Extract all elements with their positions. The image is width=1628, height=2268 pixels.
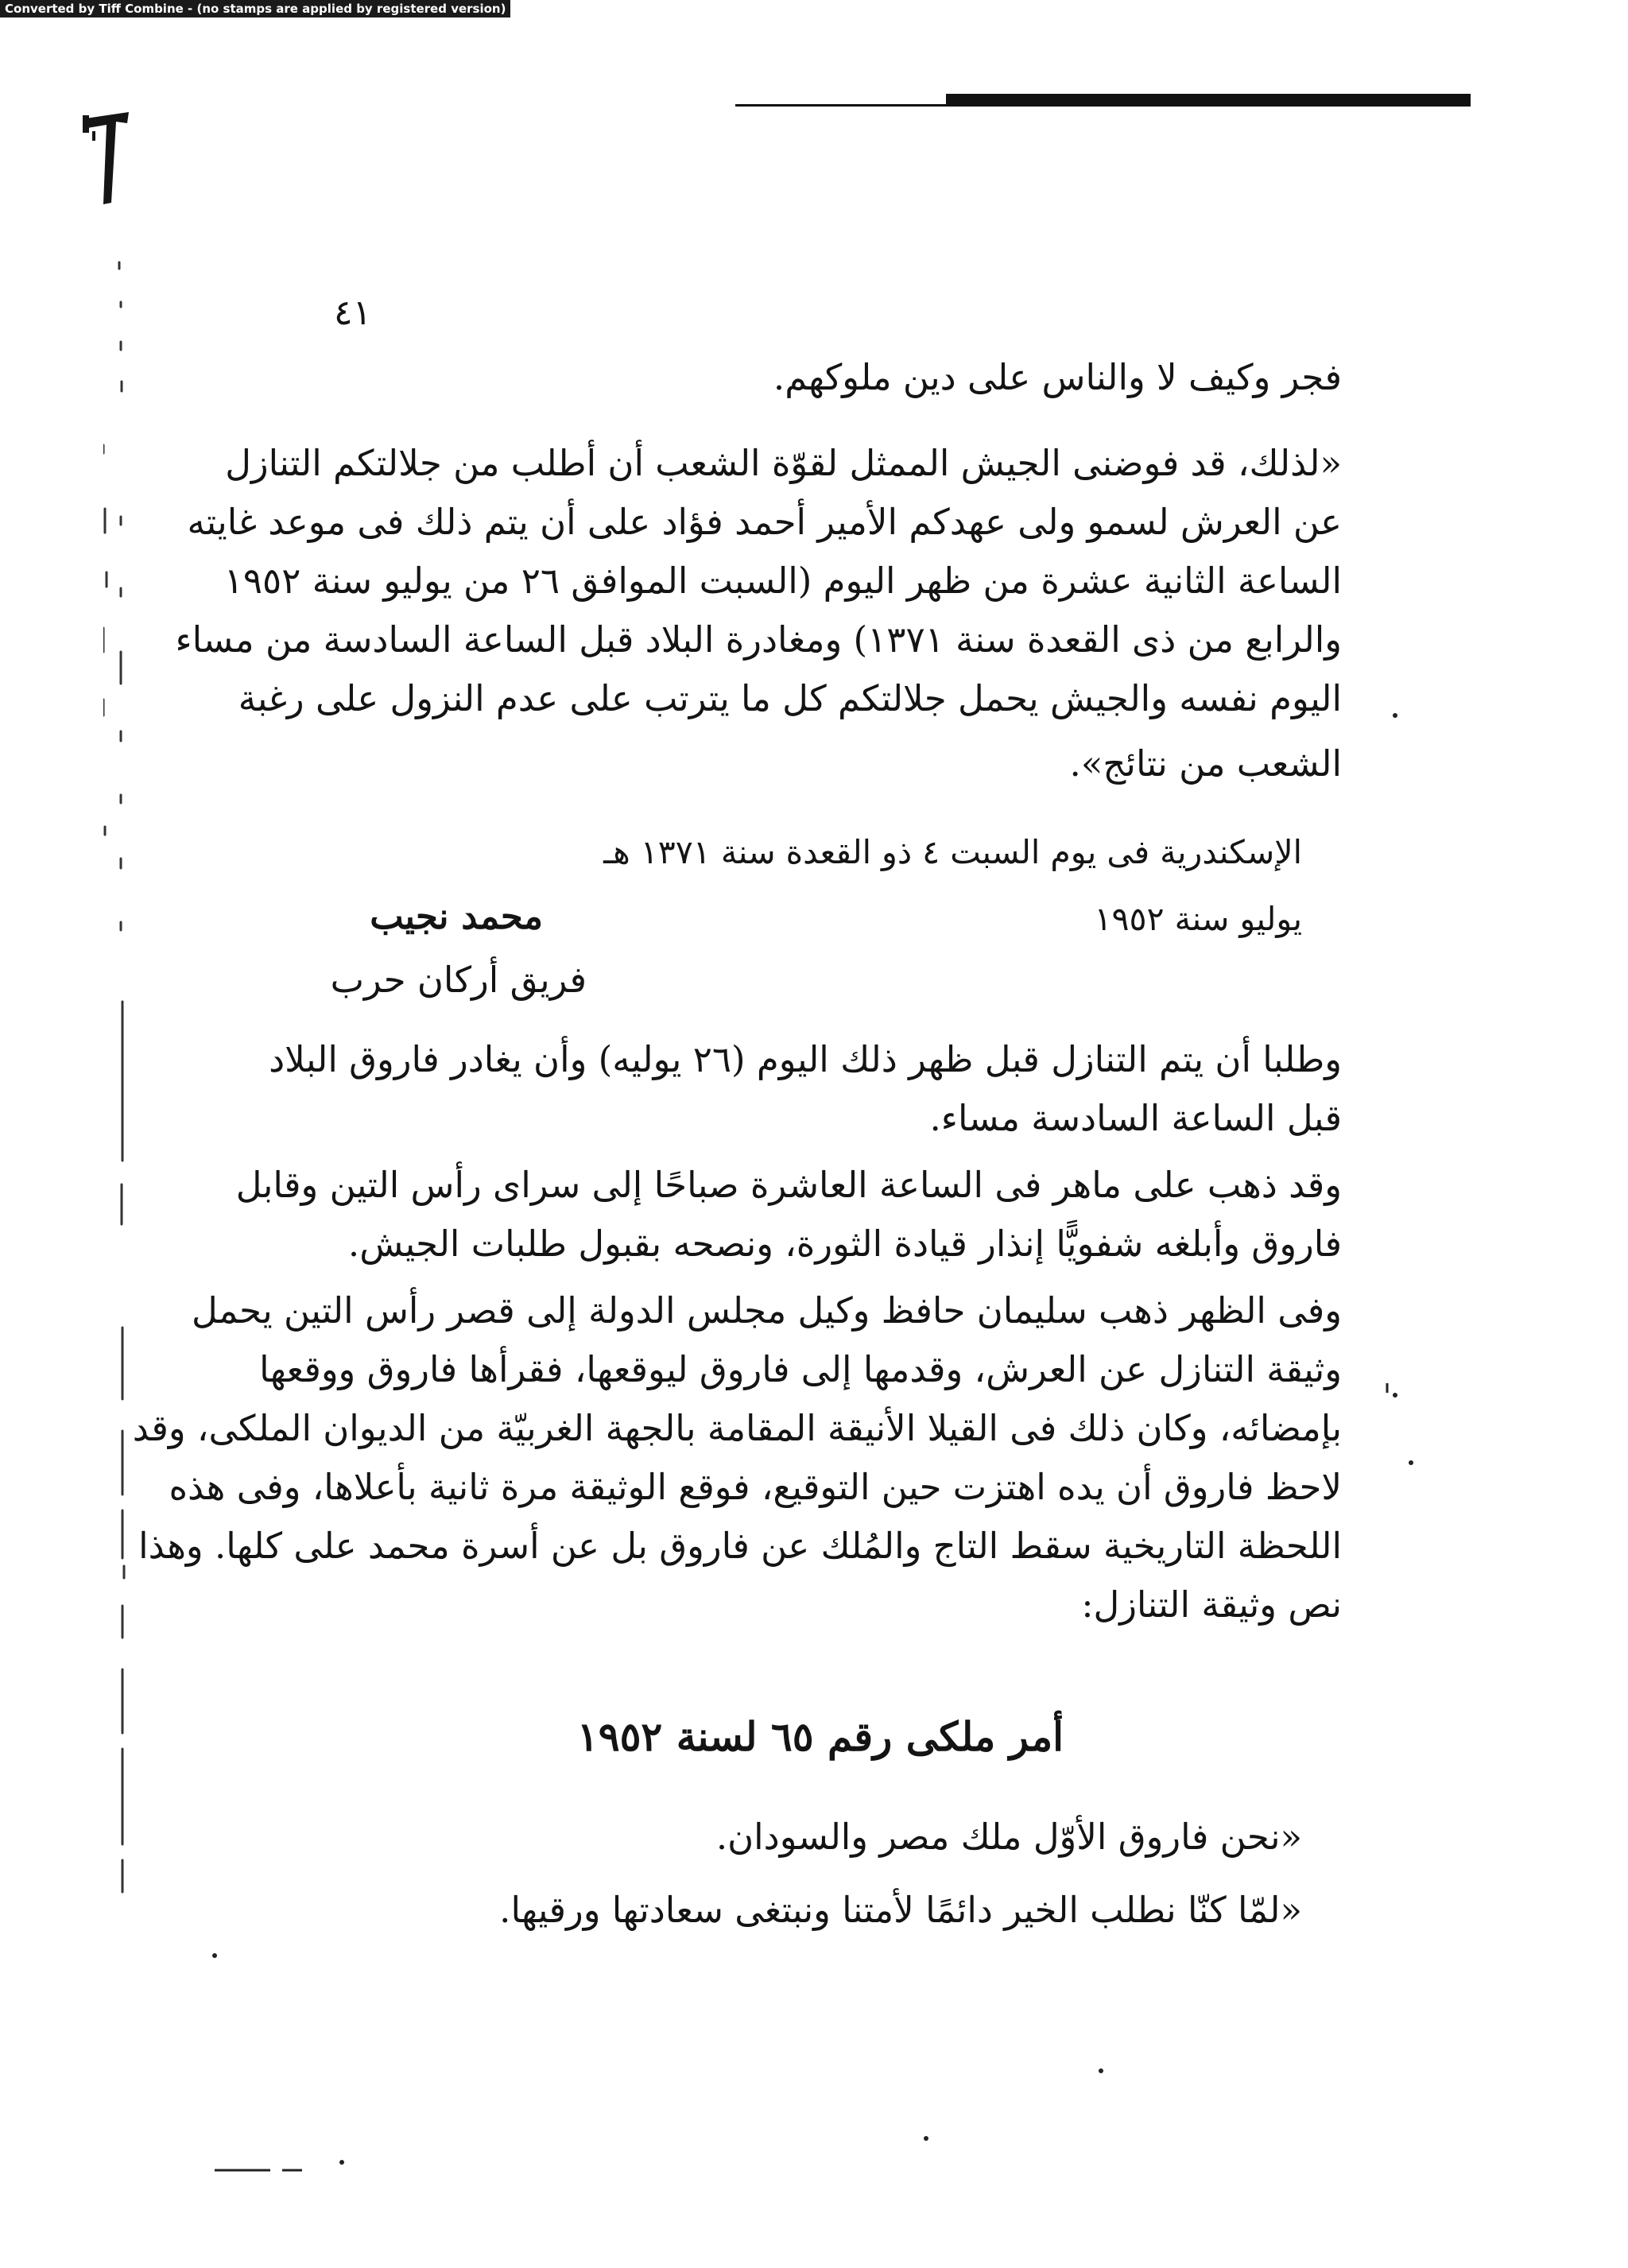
dateline-hijri: الإسكندرية فى يوم السبت ٤ ذو القعدة سنة ١٣٧١ هـ xyxy=(603,833,1302,871)
dateline-gregorian: يوليو سنة ١٩٥٢ xyxy=(1094,900,1302,938)
paragraph-line: لاحظ فاروق أن يده اهتزت حين التوقيع، فوقع الوثيقة مرة ثانية بأعلاها، وفى هذه xyxy=(169,1466,1342,1508)
ultimatum-line: عن العرش لسمو ولى عهدكم الأمير أحمد فؤاد على أن يتم ذلك فى موعد غايته xyxy=(187,501,1342,543)
ultimatum-line: «لذلك، قد فوضنى الجيش الممثل لقوّة الشعب أن أطلب من جلالتكم التنازل xyxy=(225,442,1342,484)
paragraph-line: وقد ذهب على ماهر فى الساعة العاشرة صباحًا إلى سراى رأس التين وقابل xyxy=(235,1164,1342,1206)
paragraph-line: قبل الساعة السادسة مساء. xyxy=(929,1097,1342,1139)
paragraph-line: وطلبا أن يتم التنازل قبل ظهر ذلك اليوم (٢٦ يوليه) وأن يغادر فاروق البلاد xyxy=(269,1038,1342,1080)
decree-line: «نحن فاروق الأوّل ملك مصر والسودان. xyxy=(715,1816,1302,1858)
ultimatum-line: الساعة الثانية عشرة من ظهر اليوم (السبت الموافق ٢٦ من يوليو سنة ١٩٥٢ xyxy=(223,560,1342,602)
paragraph-line: فجر وكيف لا والناس على دين ملوكهم. xyxy=(773,356,1342,398)
header-rule-thick xyxy=(946,94,1471,107)
paragraph-line: فاروق وأبلغه شفويًّا إنذار قيادة الثورة، ونصحه بقبول طلبات الجيش. xyxy=(347,1223,1342,1265)
header-rule-thin xyxy=(735,104,950,107)
paragraph-line: بإمضائه، وكان ذلك فى القيلا الأنيقة المقامة بالجهة الغربيّة من الديوان الملكى، وقد xyxy=(132,1407,1342,1449)
converter-banner: Converted by Tiff Combine - (no stamps are applied by registered version) xyxy=(0,0,510,17)
decree-line: «لمّا كنّا نطلب الخير دائمًا لأمتنا ونبتغى سعادتها ورقيها. xyxy=(499,1889,1302,1931)
paragraph-line: نص وثيقة التنازل: xyxy=(1081,1584,1342,1626)
ultimatum-line: والرابع من ذى القعدة سنة ١٣٧١) ومغادرة البلاد قبل الساعة السادسة من مساء xyxy=(175,618,1342,661)
paragraph-line: وثيقة التنازل عن العرش، وقدمها إلى فاروق ليوقعها، فقرأها فاروق ووقعها xyxy=(259,1348,1342,1390)
decree-heading: أمر ملكى رقم ٦٥ لسنة ١٩٥٢ xyxy=(576,1713,1064,1760)
ultimatum-line: الشعب من نتائج». xyxy=(1069,742,1342,785)
signer-name: محمد نجيب xyxy=(370,895,543,937)
binding-mark-icon xyxy=(79,107,135,211)
signer-rank: فريق أركان حرب xyxy=(330,959,587,1001)
scan-edge-marks xyxy=(103,254,127,2019)
paragraph-line: وفى الظهر ذهب سليمان حافظ وكيل مجلس الدولة إلى قصر رأس التين يحمل xyxy=(192,1289,1342,1332)
page-number: ٤١ xyxy=(334,293,372,333)
paragraph-line: اللحظة التاريخية سقط التاج والمُلك عن فاروق بل عن أسرة محمد على كلها. وهذا xyxy=(138,1525,1342,1567)
ultimatum-line: اليوم نفسه والجيش يحمل جلالتكم كل ما يترتب على عدم النزول على رغبة xyxy=(238,677,1342,719)
